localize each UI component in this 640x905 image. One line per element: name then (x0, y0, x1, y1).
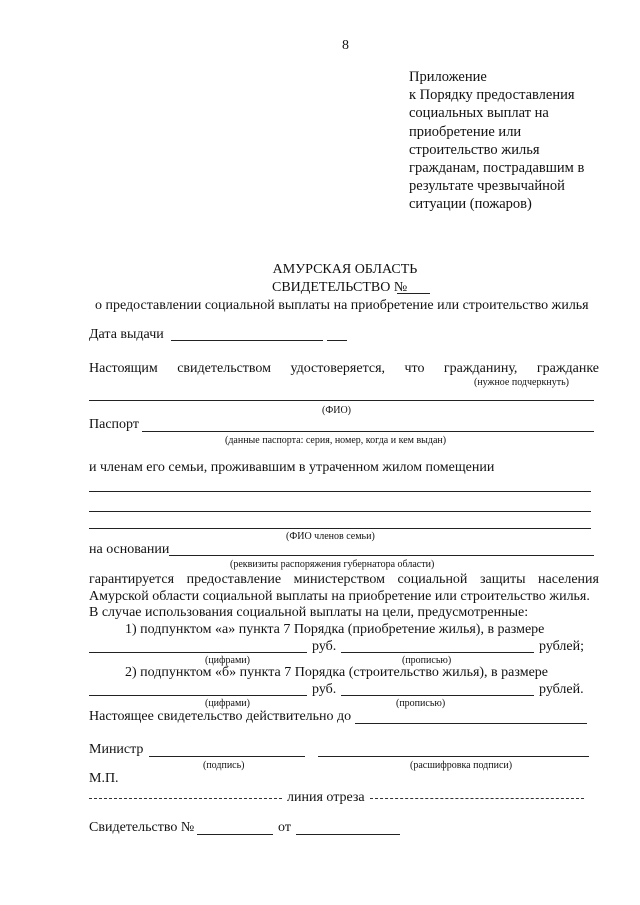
item-2-words-field[interactable] (341, 695, 534, 696)
certificate-number-field[interactable] (397, 293, 430, 294)
fio-field[interactable] (89, 400, 594, 401)
cut-line-left (89, 798, 282, 799)
item-1-digits-caption: (цифрами) (205, 655, 250, 666)
item-2-digits-caption: (цифрами) (205, 698, 250, 709)
guarantee-word: министерством (293, 572, 385, 587)
passport-field[interactable] (142, 431, 594, 432)
appendix-line: гражданам, пострадавшим в (409, 160, 585, 177)
appendix-line: к Порядку предоставления (409, 87, 575, 104)
issue-date-field[interactable] (171, 340, 323, 341)
certificate-title: СВИДЕТЕЛЬСТВО № (272, 280, 408, 295)
certify-line (89, 361, 599, 377)
item-2-rub-label: руб. (312, 682, 337, 697)
seal-label: М.П. (89, 771, 119, 786)
appendix-line: социальных выплат на (409, 105, 549, 122)
valid-until-field[interactable] (355, 723, 587, 724)
stub-date-field[interactable] (296, 834, 400, 835)
fio-caption: (ФИО) (322, 405, 352, 416)
underline-note: (нужное подчеркнуть) (474, 377, 569, 388)
passport-label: Паспорт (89, 417, 139, 432)
certify-word: свидетельством (177, 361, 272, 376)
stub-label: Свидетельство № (89, 820, 195, 835)
guarantee-word: населения (538, 572, 599, 587)
appendix-block (409, 68, 609, 214)
stub-from-label: от (278, 820, 291, 835)
item-2-words-caption: (прописью) (396, 698, 446, 709)
item-1-text: 1) подпунктом «а» пункта 7 Порядка (приобретение жилья), в размере (125, 622, 545, 637)
item-1-words-field[interactable] (341, 652, 534, 653)
certify-word: что (404, 361, 425, 376)
cut-line-label: линия отреза (287, 790, 365, 805)
item-2-rubles-label: рублей. (539, 682, 584, 697)
passport-caption: (данные паспорта: серия, номер, когда и кем выдан) (225, 435, 447, 446)
family-field-3[interactable] (89, 528, 591, 529)
cut-line-right (370, 798, 584, 799)
stub-number-field[interactable] (197, 834, 273, 835)
family-field-1[interactable] (89, 491, 591, 492)
guarantee-word: социальной (397, 572, 468, 587)
guarantee-line-1 (89, 572, 599, 588)
minister-signature-field[interactable] (149, 756, 305, 757)
certify-word: гражданину, (443, 361, 518, 376)
family-field-2[interactable] (89, 511, 591, 512)
basis-label: на основании (89, 542, 170, 557)
guarantee-line-2: Амурской области социальной выплаты на приобретение или строительство жилья. (89, 589, 590, 604)
region-title: АМУРСКАЯ ОБЛАСТЬ (272, 262, 418, 277)
appendix-line: Приложение (409, 69, 487, 85)
family-text: и членам его семьи, проживавшим в утраченном жилом помещении (89, 460, 495, 475)
guarantee-word: защиты (479, 572, 526, 587)
basis-caption: (реквизиты распоряжения губернатора области) (230, 559, 435, 570)
page-number: 8 (342, 38, 349, 53)
item-1-words-caption: (прописью) (402, 655, 452, 666)
guarantee-word: гарантируется (89, 572, 175, 587)
family-caption: (ФИО членов семьи) (286, 531, 375, 542)
decoding-caption: (расшифровка подписи) (410, 760, 513, 771)
appendix-line: ситуации (пожаров) (409, 196, 532, 213)
guarantee-word: предоставление (186, 572, 282, 587)
appendix-line: строительство жилья (409, 141, 540, 158)
issue-date-field-extra[interactable] (327, 340, 347, 341)
item-1-rubles-label: рублей; (539, 639, 584, 654)
certify-word: удостоверяется, (290, 361, 386, 376)
item-1-rub-label: руб. (312, 639, 337, 654)
guarantee-line-3: В случае использования социальной выплаты на цели, предусмотренные: (89, 605, 529, 620)
minister-label: Министр (89, 742, 144, 757)
issue-date-label: Дата выдачи (89, 327, 164, 342)
minister-decoding-field[interactable] (318, 756, 589, 757)
valid-until-label: Настоящее свидетельство действительно до (89, 709, 352, 724)
item-1-digits-field[interactable] (89, 652, 307, 653)
certify-word: Настоящим (89, 361, 158, 376)
item-2-digits-field[interactable] (89, 695, 307, 696)
item-2-text: 2) подпунктом «б» пункта 7 Порядка (строительство жилья), в размере (125, 665, 548, 680)
certificate-subtitle: о предоставлении социальной выплаты на приобретение или строительство жилья (95, 298, 589, 313)
certify-word: гражданке (536, 361, 599, 376)
basis-field[interactable] (169, 555, 594, 556)
appendix-line: результате чрезвычайной (409, 178, 565, 195)
signature-caption: (подпись) (203, 760, 245, 771)
appendix-line: приобретение или (409, 123, 522, 140)
